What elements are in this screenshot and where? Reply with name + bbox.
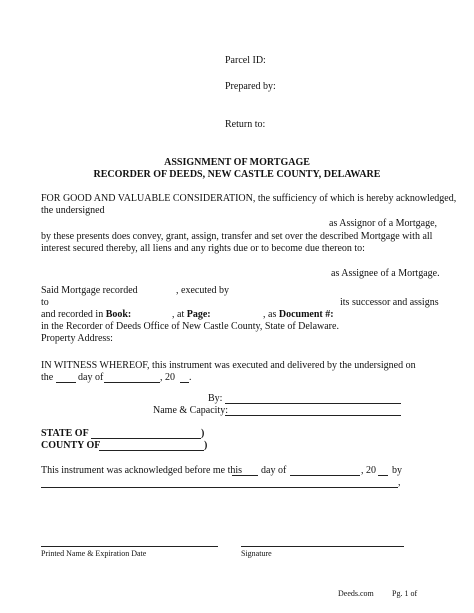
- name-capacity-label: Name & Capacity:: [153, 405, 228, 416]
- witness-year-text: , 20: [160, 372, 175, 383]
- name-capacity-line[interactable]: [225, 415, 401, 416]
- interest-text: interest secured thereby, all liens and any rights due or to become due thereon to:: [41, 243, 365, 254]
- page-label: Page:: [186, 309, 211, 320]
- convey-text: by these presents does convey, grant, assign, transfer and set over the described Mortgage with all: [41, 231, 433, 242]
- to-text: to: [41, 297, 49, 308]
- witness-text: IN WITNESS WHEREOF, this instrument was executed and delivered by the undersigned on: [41, 360, 416, 371]
- assignor-text: as Assignor of a Mortgage,: [329, 218, 438, 229]
- recorder-office-text: in the Recorder of Deeds Office of New Castle County, State of Delaware.: [41, 321, 339, 332]
- ack-name-line[interactable]: [41, 487, 398, 488]
- witness-year-line[interactable]: [180, 382, 189, 383]
- ack-by-text: by: [392, 465, 402, 476]
- state-paren: ): [201, 428, 205, 439]
- document-subtitle: RECORDER OF DEEDS, NEW CASTLE COUNTY, DELAWARE: [93, 169, 381, 180]
- book-label: Book:: [105, 309, 132, 320]
- ack-day-line[interactable]: [232, 475, 258, 476]
- footer-site: Deeds.com: [338, 589, 374, 598]
- return-to-label: Return to:: [225, 119, 266, 130]
- county-paren: ): [204, 440, 208, 451]
- executed-by-text: , executed by: [176, 285, 230, 296]
- printed-name-label: Printed Name & Expiration Date: [41, 549, 147, 558]
- parcel-id-label: Parcel ID:: [225, 55, 266, 66]
- recorded-in-text: [41, 309, 131, 321]
- ack-comma: ,: [398, 477, 401, 488]
- by-label: By:: [208, 393, 223, 404]
- ack-month-line[interactable]: [290, 475, 360, 476]
- county-of-label: COUNTY OF: [41, 440, 101, 451]
- document-ref-text: [263, 309, 334, 321]
- signature-label: Signature: [241, 549, 272, 558]
- recorded-in-label: and recorded in: [41, 309, 104, 320]
- state-line[interactable]: [91, 438, 201, 439]
- witness-the-text: the: [41, 372, 54, 383]
- witness-day-line[interactable]: [56, 382, 76, 383]
- acknowledgment-text: This instrument was acknowledged before me this: [41, 465, 243, 476]
- witness-period-text: .: [189, 372, 192, 383]
- document-number-label: Document #:: [278, 309, 334, 320]
- prepared-by-label: Prepared by:: [225, 81, 276, 92]
- ack-year-line[interactable]: [378, 475, 388, 476]
- notary-signature-line[interactable]: [241, 546, 404, 547]
- as-label: , as: [263, 309, 277, 320]
- footer-page-number: Pg. 1 of: [392, 589, 418, 598]
- consideration-text: FOR GOOD AND VALUABLE CONSIDERATION, the sufficiency of which is hereby acknowledged,: [41, 193, 457, 204]
- at-label: , at: [172, 309, 185, 320]
- ack-year-text: , 20: [361, 465, 376, 476]
- ack-day-of-text: day of: [261, 465, 287, 476]
- property-address-label: Property Address:: [41, 333, 113, 344]
- undersigned-text: the undersigned: [41, 205, 105, 216]
- by-signature-line[interactable]: [225, 403, 401, 404]
- witness-day-of-text: day of: [78, 372, 104, 383]
- document-title: ASSIGNMENT OF MORTGAGE: [164, 157, 310, 168]
- printed-name-line[interactable]: [41, 546, 218, 547]
- state-of-label: STATE OF: [41, 428, 89, 439]
- county-line[interactable]: [99, 450, 204, 451]
- assignee-text: as Assignee of a Mortgage.: [331, 268, 440, 279]
- successor-text: its successor and assigns: [340, 297, 439, 308]
- witness-month-line[interactable]: [104, 382, 160, 383]
- mortgage-recorded-text: Said Mortgage recorded: [41, 285, 138, 296]
- page-ref-text: [172, 309, 211, 321]
